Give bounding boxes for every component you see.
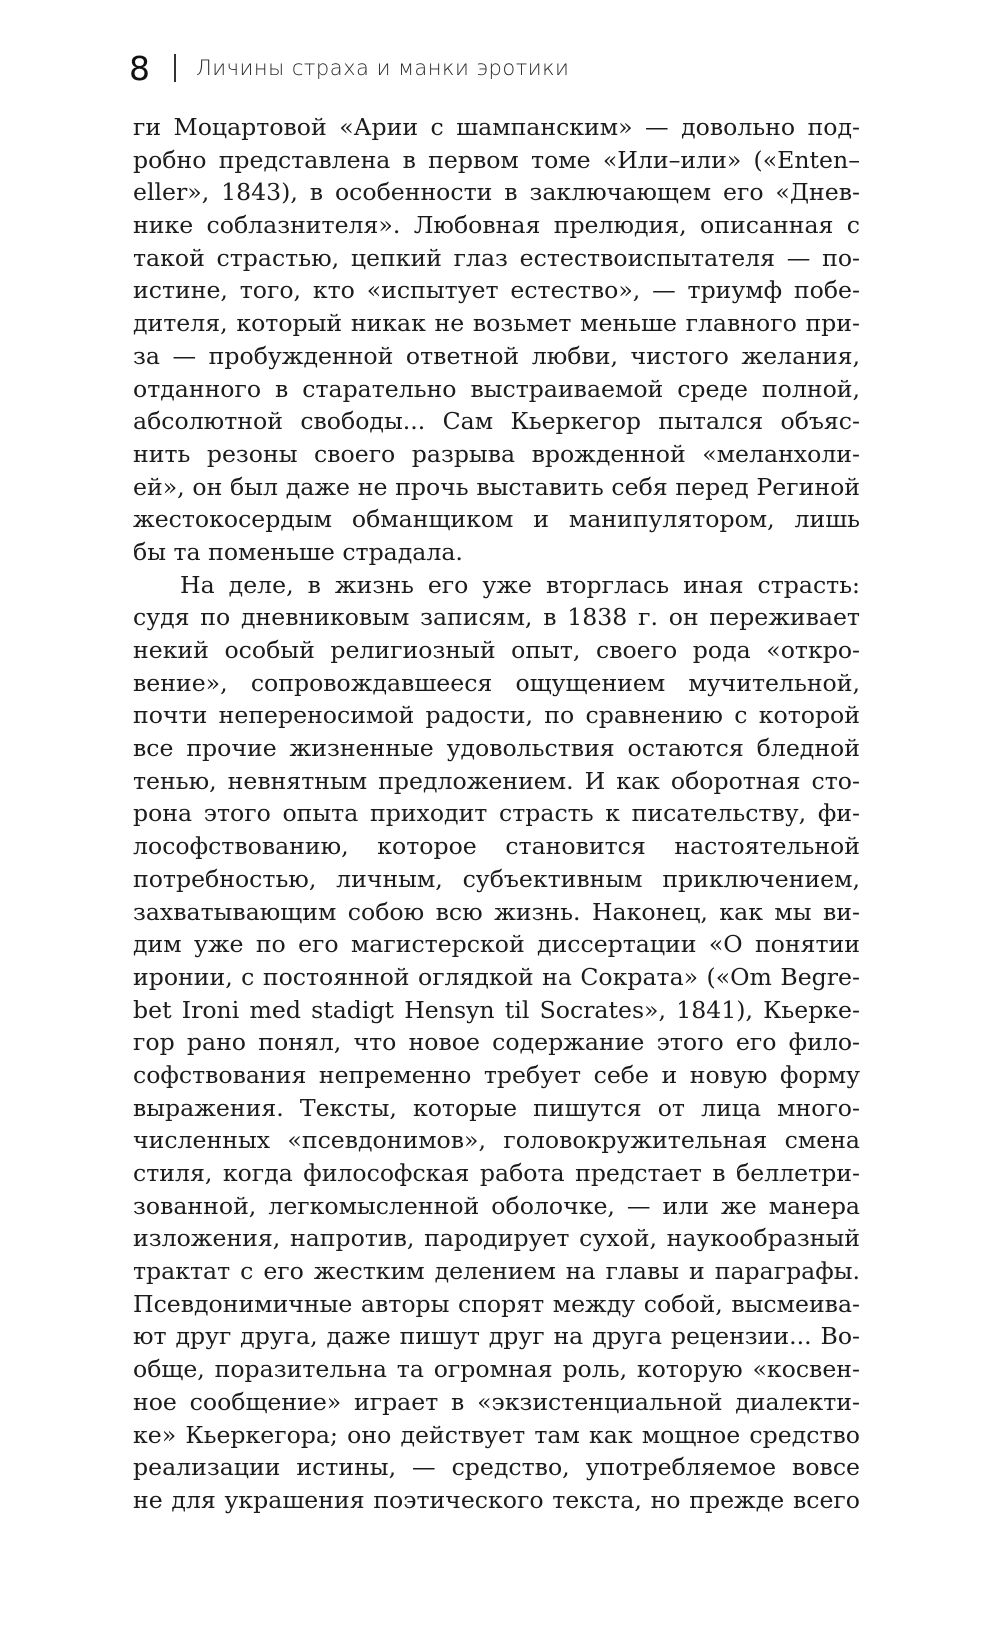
text-line: судя по дневниковым записям, в 1838 г. он переживает [133, 603, 860, 632]
page-number: 8 [129, 48, 150, 88]
text-line: трактат с его жестким делением на главы и параграфы. [133, 1257, 860, 1286]
text-line: ют друг друга, даже пишут друг на друга рецензии... Во- [133, 1322, 860, 1351]
text-line: отданного в старательно выстраиваемой среде полной, [133, 374, 860, 403]
text-line: eller», 1843), в особенности в заключающем его «Днев- [133, 178, 860, 207]
text-line: потребностью, личным, субъективным приключением, [133, 864, 860, 893]
text-line: bet Ironi med stadigt Hensyn til Socrates», 1841), Кьерке- [133, 995, 860, 1024]
text-line: робно представлена в первом томе «Или–или» («Enten– [133, 145, 860, 174]
text-line: обще, поразительна та огромная роль, которую «косвен- [133, 1355, 860, 1384]
text-line: стиля, когда философская работа предстает в беллетри- [133, 1159, 860, 1187]
text-line: софствования непременно требует себе и новую форму [133, 1060, 860, 1089]
text-line: лософствованию, которое становится настоятельной [133, 832, 860, 861]
text-line: дителя, который никак не возьмет меньше главного при- [133, 309, 860, 338]
text-line: рона этого опыта приходит страсть к писательству, фи- [133, 799, 860, 828]
text-line: зованной, легкомысленной оболочке, — или же манера [133, 1191, 860, 1220]
text-line: гор рано понял, что новое содержание этого его фило- [133, 1028, 860, 1057]
text-line: жестокосердым обманщиком и манипулятором, лишь [133, 505, 860, 534]
text-line: за — пробужденной ответной любви, чистого желания, [133, 341, 860, 370]
header-divider [174, 54, 176, 82]
body-text [133, 111, 860, 1517]
text-line: дим уже по его магистерской диссертации «О понятии [133, 930, 860, 959]
text-line: изложения, напротив, пародирует сухой, наукообразный [133, 1224, 860, 1253]
text-line: тенью, невнятным предложением. И как оборотная сто- [133, 766, 860, 795]
text-line: захватывающим собою всю жизнь. Наконец, как мы ви- [133, 897, 860, 926]
text-line: Псевдонимичные авторы спорят между собой, высмеива- [133, 1289, 860, 1318]
text-line: почти непереносимой радости, по сравнению с которой [133, 701, 860, 730]
text-line: такой страстью, цепкий глаз естествоиспытателя — по- [133, 243, 860, 272]
text-line: вение», сопровождавшееся ощущением мучительной, [133, 668, 860, 697]
text-line: нить резоны своего разрыва врожденной «меланхоли- [133, 439, 860, 468]
text-line: ное сообщение» играет в «экзистенциальной диалекти- [133, 1387, 860, 1416]
running-header [129, 40, 569, 96]
text-line: ги Моцартовой «Арии с шампанским» — довольно под- [133, 113, 860, 141]
text-line: иронии, с постоянной оглядкой на Сократа» («Om Begre- [133, 962, 860, 991]
text-line: бы та поменьше страдала. [133, 537, 463, 566]
text-line: истине, того, кто «испытует естество», — триумф побе- [133, 276, 860, 305]
text-line: некий особый религиозный опыт, своего рода «откро- [133, 636, 860, 664]
paragraph-first-line: На деле, в жизнь его уже вторглась иная страсть: [180, 570, 860, 599]
text-line: не для украшения поэтического текста, но прежде всего [133, 1485, 860, 1514]
text-line: реализации истины, — средство, употребляемое вовсе [133, 1453, 860, 1482]
text-line: выражения. Тексты, которые пишутся от лица много- [133, 1093, 860, 1122]
text-line: численных «псевдонимов», головокружительная смена [133, 1126, 860, 1155]
text-line: ей», он был даже не прочь выставить себя перед Региной [133, 472, 860, 501]
text-line: все прочие жизненные удовольствия остаются бледной [133, 734, 860, 763]
running-title: Личины страха и манки эротики [196, 56, 570, 80]
text-line: абсолютной свободы... Сам Кьеркегор пытался объяс- [133, 407, 860, 436]
text-line: ке» Кьеркегора; оно действует там как мощное средство [133, 1420, 860, 1449]
text-line: нике соблазнителя». Любовная прелюдия, описанная с [133, 211, 860, 240]
